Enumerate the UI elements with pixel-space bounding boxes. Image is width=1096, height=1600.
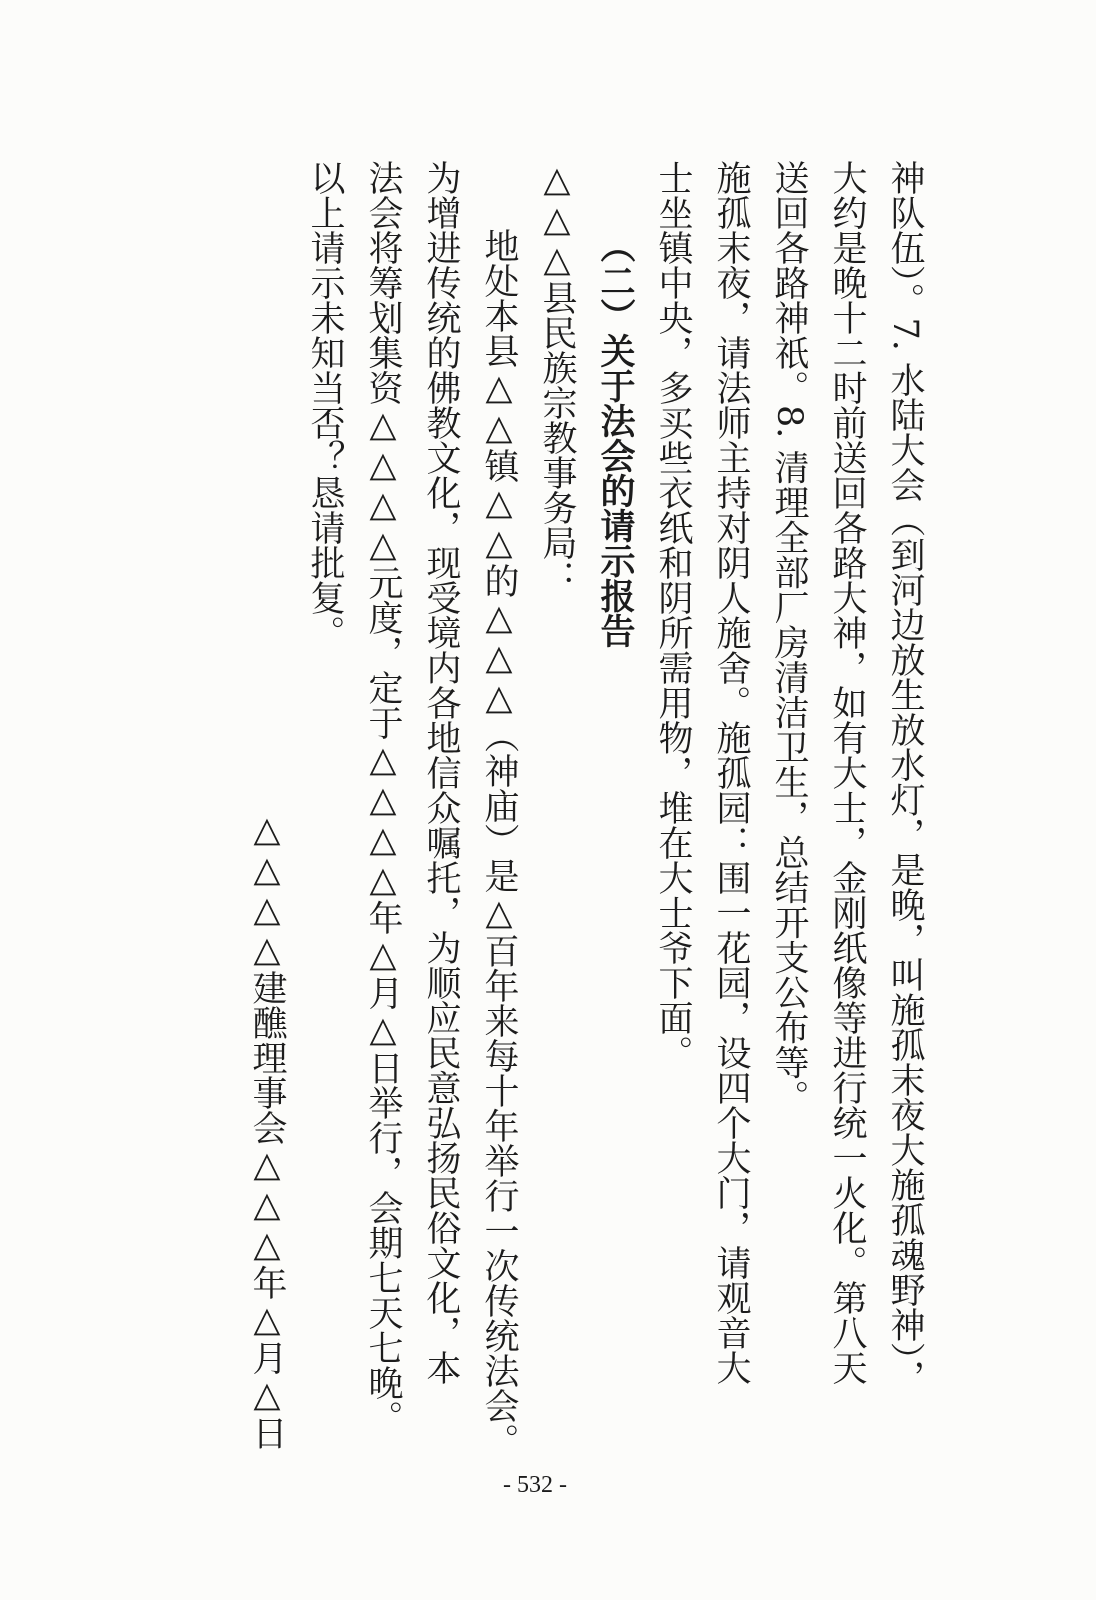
page-number: - 532 - [503,1472,567,1498]
vertical-text-block [238,160,934,1460]
text-column-1: 神队伍）。7. 水陆大会（到河边放生放水灯，是晚，叫施孤末夜大施孤魂野神）， [885,160,925,1395]
request-body-column-3: 法会将筹划集资△△△△元度，定于△△△△年△月△日举行，会期七天七晚。 [363,160,403,1435]
text-column-2: 大约是晚十二时前送回各路大神，如有大士，金刚纸像等进行统一火化。第八天 [827,160,867,1385]
request-body-column-2: 为增进传统的佛教文化，现受境内各地信众嘱托，为顺应民意弘扬民俗文化，本 [421,160,461,1385]
request-body-column-1: 地处本县△△镇△△的△△△（神庙）是△百年来每十年举行一次传统法会。 [479,228,519,1458]
text-column-5: 士坐镇中央，多买些衣纸和阴所需用物，堆在大士爷下面。 [653,160,693,1070]
signature: △△△△建醮理事会△△△年△月△日 [247,810,287,1450]
section-heading: （二）关于法会的请示报告 [595,228,636,648]
addressee: △△△县民族宗教事务局： [537,160,577,595]
text-column-3: 送回各路神祇。8. 清理全部厂房清洁卫生，总结开支公布等。 [769,160,809,1115]
text-column-4: 施孤末夜，请法师主持对阴人施舍。施孤园：围一花园，设四个大门，请观音大 [711,160,751,1385]
closing-line: 以上请示未知当否？恳请批复。 [305,160,345,650]
